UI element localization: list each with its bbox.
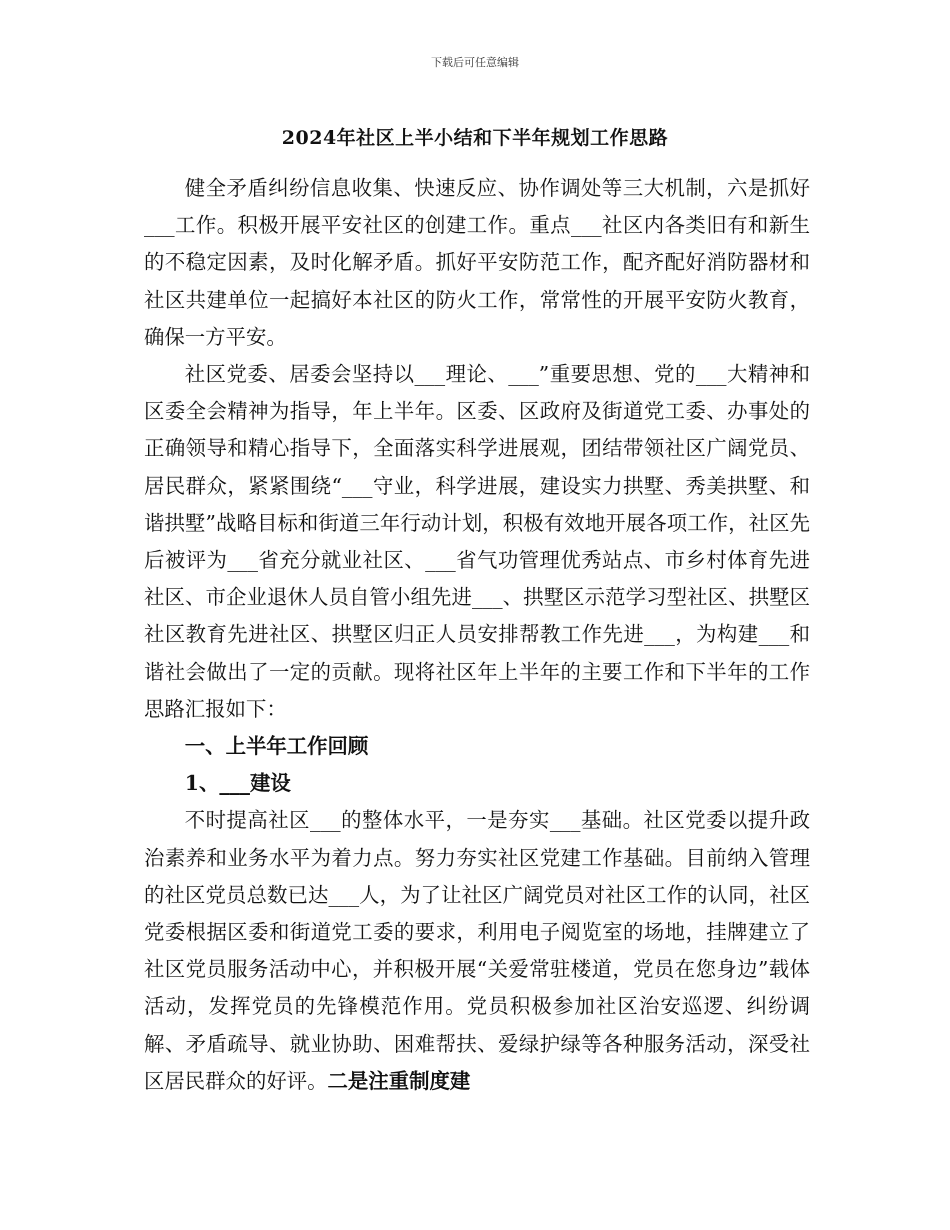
- paragraph-3: [144, 802, 810, 1100]
- paragraph-3-bold-tail: 二是注重制度建: [327, 1068, 471, 1093]
- section-heading: 一、上半年工作回顾: [184, 734, 369, 759]
- document-body: [144, 170, 810, 1100]
- paragraph-1: 健全矛盾纠纷信息收集、快速反应、协作调处等三大机制，六是抓好___工作。积极开展平安社区的创建工作。重点___社区内各类旧有和新生的不稳定因素，及时化解矛盾。抓好平安防范工作，配齐配好消防器材和社区共建单位一起搞好本社区的防火工作，常常性的开展平安防火教育，确保一方平安。: [144, 176, 810, 349]
- page-title: 2024年社区上半小结和下半年规划工作思路: [281, 127, 669, 149]
- subsection-heading: 1、___建设: [184, 771, 291, 796]
- header-note: 下载后可任意编辑: [431, 56, 519, 69]
- paragraph-2: 社区党委、居委会坚持以___理论、___”重要思想、党的___大精神和区委全会精神为指导，年上半年。区委、区政府及街道党工委、办事处的正确领导和精心指导下，全面落实科学进展观，团结带领社区广阔党员、居民群众，紧紧围绕“___守业，科学进展，建设实力拱墅、秀美拱墅、和谐拱墅”战略目标和街道三年行动计划，积极有效地开展各项工作，社区先后被评为___省充分就业社区、___省气功管理优秀站点、市乡村体育先进社区、市企业退休人员自管小组先进___、拱墅区示范学习型社区、拱墅区社区教育先进社区、拱墅区归正人员安排帮教工作先进___，为构建___和谐社会做出了一定的贡献。现将社区年上半年的主要工作和下半年的工作思路汇报如下：: [144, 362, 810, 721]
- paragraph-3-text: 不时提高社区___的整体水平，一是夯实___基础。社区党委以提升政治素养和业务水平为着力点。努力夯实社区党建工作基础。目前纳入管理的社区党员总数已达___人，为了让社区广阔党员对社区工作的认同，社区党委根据区委和街道党工委的要求，利用电子阅览室的场地，挂牌建立了社区党员服务活动中心，并积极开展“关爱常驻楼道，党员在您身边”载体活动，发挥党员的先锋模范作用。党员积极参加社区治安巡逻、纠纷调解、矛盾疏导、就业协助、困难帮扶、爱绿护绿等各种服务活动，深受社区居民群众的好评。: [144, 808, 810, 1093]
